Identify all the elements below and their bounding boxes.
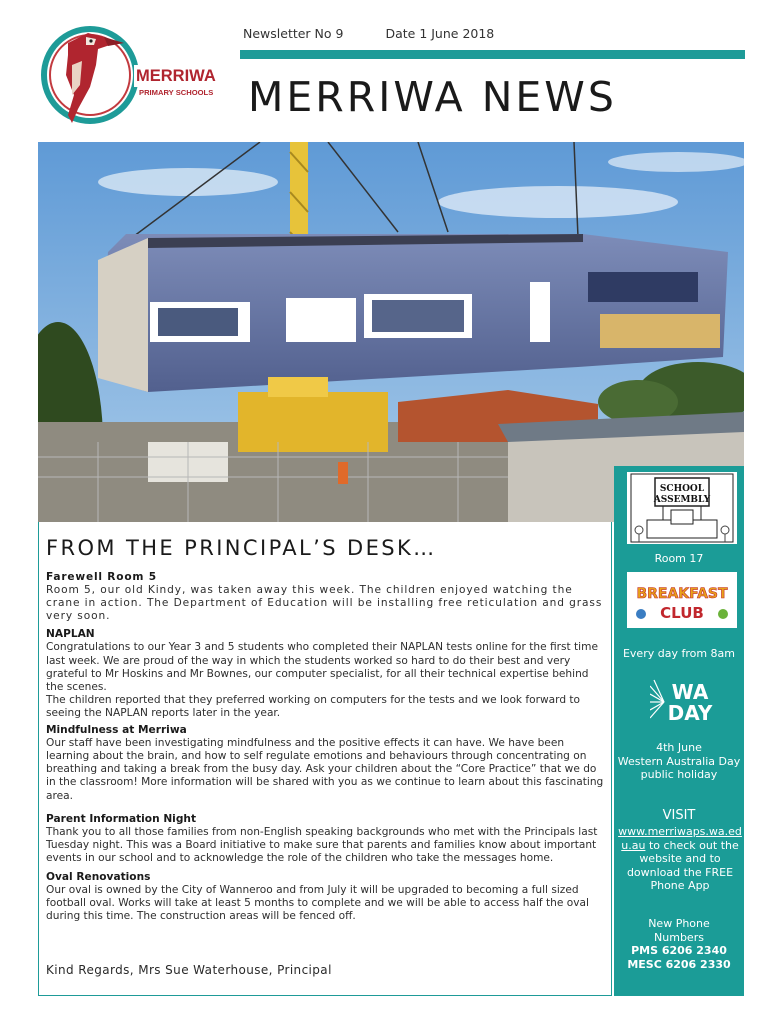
section-title-naplan: NAPLAN bbox=[46, 628, 95, 641]
section-title-oval: Oval Renovations bbox=[46, 870, 151, 883]
svg-text:MERRIWA: MERRIWA bbox=[136, 67, 216, 85]
svg-text:BREAKFAST: BREAKFAST bbox=[636, 586, 728, 602]
school-assembly-sign-icon bbox=[627, 472, 737, 544]
school-logo bbox=[38, 25, 218, 130]
section-title-farewell: Farewell Room 5 bbox=[46, 571, 157, 583]
website-link[interactable]: www.merriwaps.wa.edu.au bbox=[618, 825, 742, 852]
section-text-naplan-2: The children reported that they preferred working on computers for the tests and we look forward to seeing the NAPLAN reports later in the year. bbox=[46, 693, 581, 719]
page-title: MERRIWA NEWS bbox=[248, 73, 617, 121]
section-title-parent-night: Parent Information Night bbox=[46, 812, 197, 825]
mesc-phone: MESC 6206 2330 bbox=[627, 958, 731, 971]
principal-heading: FROM THE PRINCIPAL’S DESK… bbox=[46, 536, 437, 560]
newsletter-number: Newsletter No 9 bbox=[243, 26, 344, 41]
wa-day-info bbox=[614, 741, 744, 782]
breakfast-club-logo-icon bbox=[627, 572, 737, 628]
header-rule bbox=[240, 50, 745, 59]
section-title-mindfulness: Mindfulness at Merriwa bbox=[46, 724, 187, 737]
svg-text:WA: WA bbox=[671, 680, 709, 704]
section-text-oval: Our oval is owned by the City of Wanneroo and from July it will be upgraded to becoming a full sized football oval. Works will take at least 5 months to complete and we will be able to access half the oval during this time. The construction areas will be fenced off. bbox=[46, 884, 589, 923]
section-text-farewell: Room 5, our old Kindy, was taken away this week. The children enjoyed watching the crane in action. The Department of Education will be installing free reticulation and grass very soon. bbox=[46, 584, 603, 623]
phone-numbers bbox=[614, 944, 744, 972]
visit-heading: VISIT bbox=[662, 808, 696, 823]
wa-day-date: 4th June bbox=[656, 741, 702, 754]
assembly-room: Room 17 bbox=[654, 552, 704, 565]
section-text-naplan-1: Congratulations to our Year 3 and 5 students who completed their NAPLAN tests online for the first time last week. We are proud of the way in which the students worked so hard to do their best and very grateful to Mr Hoskins and Mr Bownes, our computer specialist, for all their technical expertise behind the scenes. bbox=[46, 641, 598, 693]
principal-article bbox=[46, 571, 608, 926]
section-text-parent-night: Thank you to all those families from non-English speaking backgrounds who met with the Principals last Tuesday night. This was a Board initiative to make sure that parents and families know about important events in our school and to acknowledge the role of the children who take the messages home. bbox=[46, 825, 598, 864]
svg-text:CLUB: CLUB bbox=[660, 604, 704, 622]
newsletter-date: Date 1 June 2018 bbox=[385, 26, 495, 41]
svg-text:DAY: DAY bbox=[667, 701, 713, 725]
newsletter-meta bbox=[243, 26, 532, 41]
visit-info bbox=[618, 825, 742, 893]
wa-day-holiday: public holiday bbox=[640, 768, 718, 781]
phone-heading: New Phone Numbers bbox=[648, 917, 710, 944]
signoff: Kind Regards, Mrs Sue Waterhouse, Principal bbox=[46, 963, 332, 977]
breakfast-time: Every day from 8am bbox=[622, 647, 736, 660]
visit-text: to check out the website and to download the FREE Phone App bbox=[626, 838, 739, 892]
pms-phone: PMS 6206 2340 bbox=[631, 944, 727, 957]
section-text-mindfulness: Our staff have been investigating mindfulness and the positive effects it can have. We have been learning about the brain, and how to self regulate emotions and behaviours through concentrating on breathing and taking a break from the busy day. Ask your children about the “Core Practice” that we do in the classroom! More information will be shared with you as we continue to learn about this fascinating area. bbox=[46, 737, 604, 802]
hero-photo-crane-lifting-classroom bbox=[38, 142, 744, 522]
svg-text:SCHOOLASSEMBLY: SCHOOL ASSEMBLY bbox=[653, 484, 711, 505]
wa-day-name: Western Australia Day bbox=[617, 754, 741, 768]
wa-day-logo-icon bbox=[650, 672, 716, 732]
svg-text:PRIMARY SCHOOLS: PRIMARY SCHOOLS bbox=[139, 88, 214, 97]
